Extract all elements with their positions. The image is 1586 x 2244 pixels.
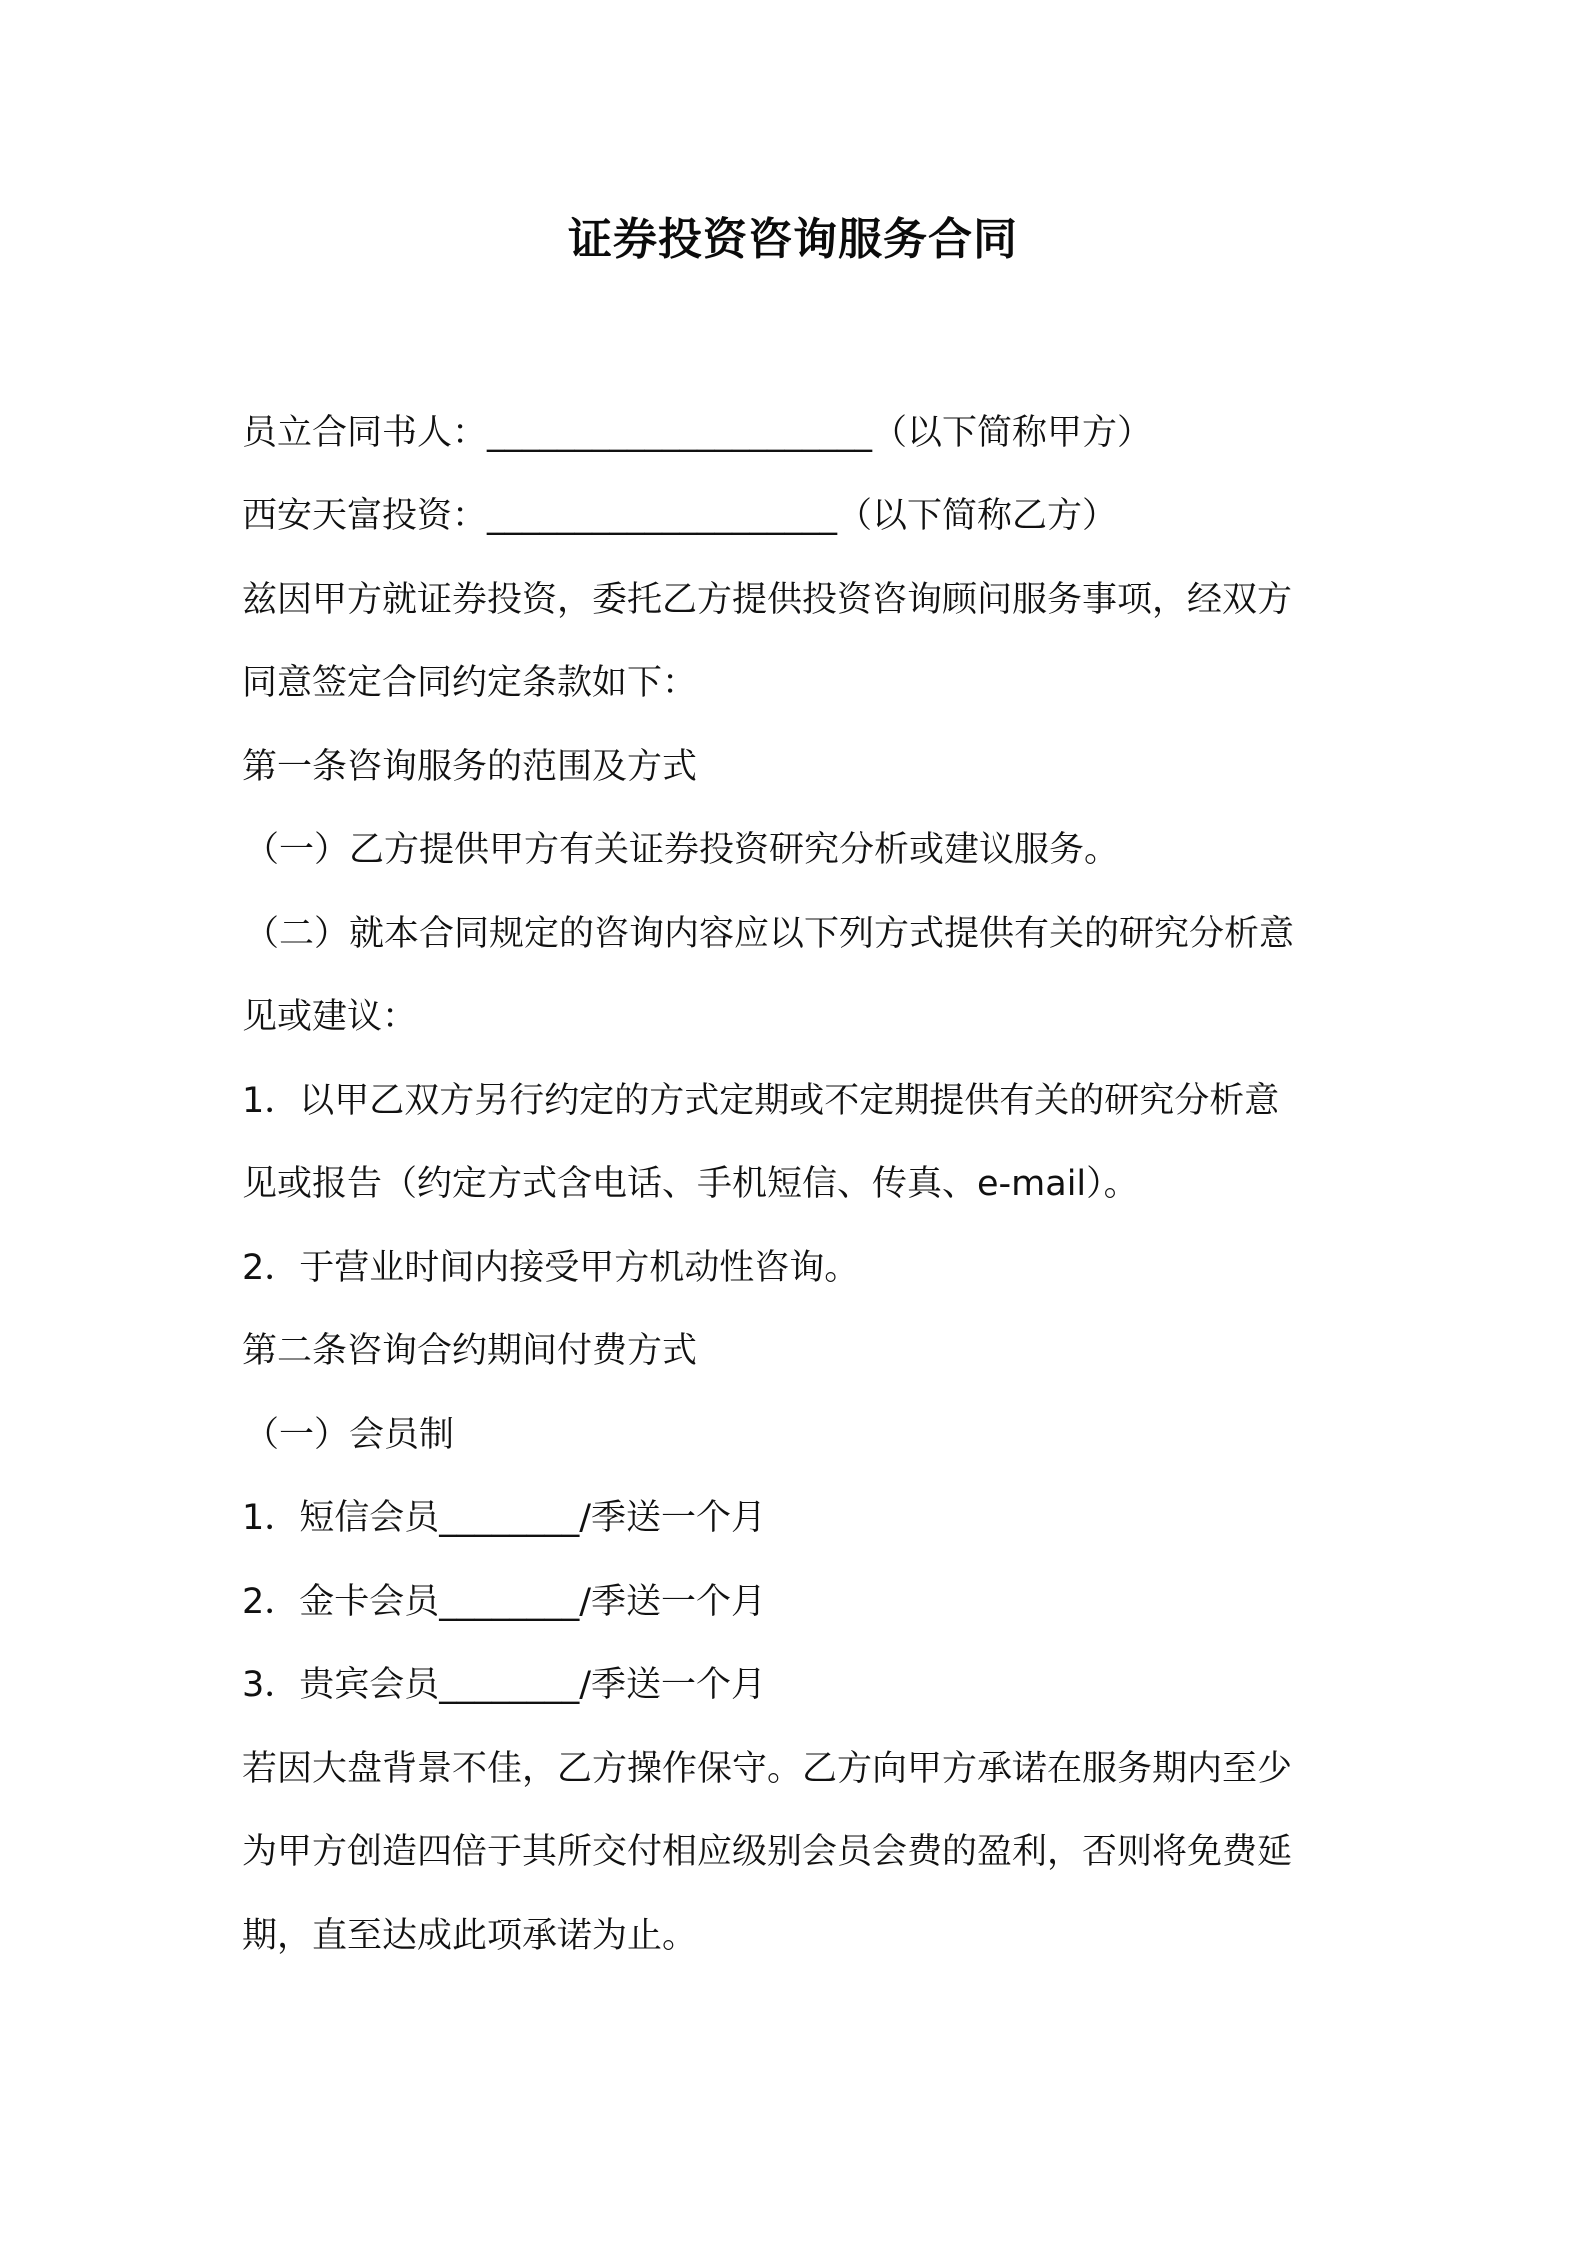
article-1-item-2-line-2: 见或建议：	[242, 997, 418, 1037]
article-1-subitem-1-line-2: 见或报告（约定方式含电话、手机短信、传真、e-mail）。	[242, 1164, 1139, 1204]
party-b-line: 西安天富投资：____________________（以下简称乙方）	[242, 496, 1118, 536]
promise-line-1: 若因大盘背景不佳，乙方操作保守。乙方向甲方承诺在服务期内至少	[242, 1749, 1293, 1789]
article-1-item-2-line-1: （二）就本合同规定的咨询内容应以下列方式提供有关的研究分析意	[244, 914, 1295, 954]
promise-line-2: 为甲方创造四倍于其所交付相应级别会员会费的盈利，否则将免费延	[242, 1832, 1293, 1872]
membership-heading: （一）会员制	[244, 1415, 455, 1455]
article-1-heading: 第一条咨询服务的范围及方式	[242, 747, 698, 787]
membership-sms: 1．短信会员________/季送一个月	[242, 1498, 767, 1538]
intro-line-1: 兹因甲方就证券投资，委托乙方提供投资咨询顾问服务事项，经双方	[242, 580, 1293, 620]
article-1-item-1: （一）乙方提供甲方有关证券投资研究分析或建议服务。	[244, 830, 1120, 870]
membership-gold: 2．金卡会员________/季送一个月	[242, 1582, 767, 1622]
membership-vip: 3．贵宾会员________/季送一个月	[242, 1665, 767, 1705]
article-1-subitem-2: 2．于营业时间内接受甲方机动性咨询。	[242, 1248, 860, 1288]
intro-line-2: 同意签定合同约定条款如下：	[242, 663, 698, 703]
document-title: 证券投资咨询服务合同	[568, 214, 1018, 265]
article-1-subitem-1-line-1: 1．以甲乙双方另行约定的方式定期或不定期提供有关的研究分析意	[242, 1081, 1280, 1121]
party-a-line: 员立合同书人：______________________（以下简称甲方）	[242, 413, 1153, 453]
article-2-heading: 第二条咨询合约期间付费方式	[242, 1331, 698, 1371]
promise-line-3: 期，直至达成此项承诺为止。	[242, 1916, 698, 1956]
